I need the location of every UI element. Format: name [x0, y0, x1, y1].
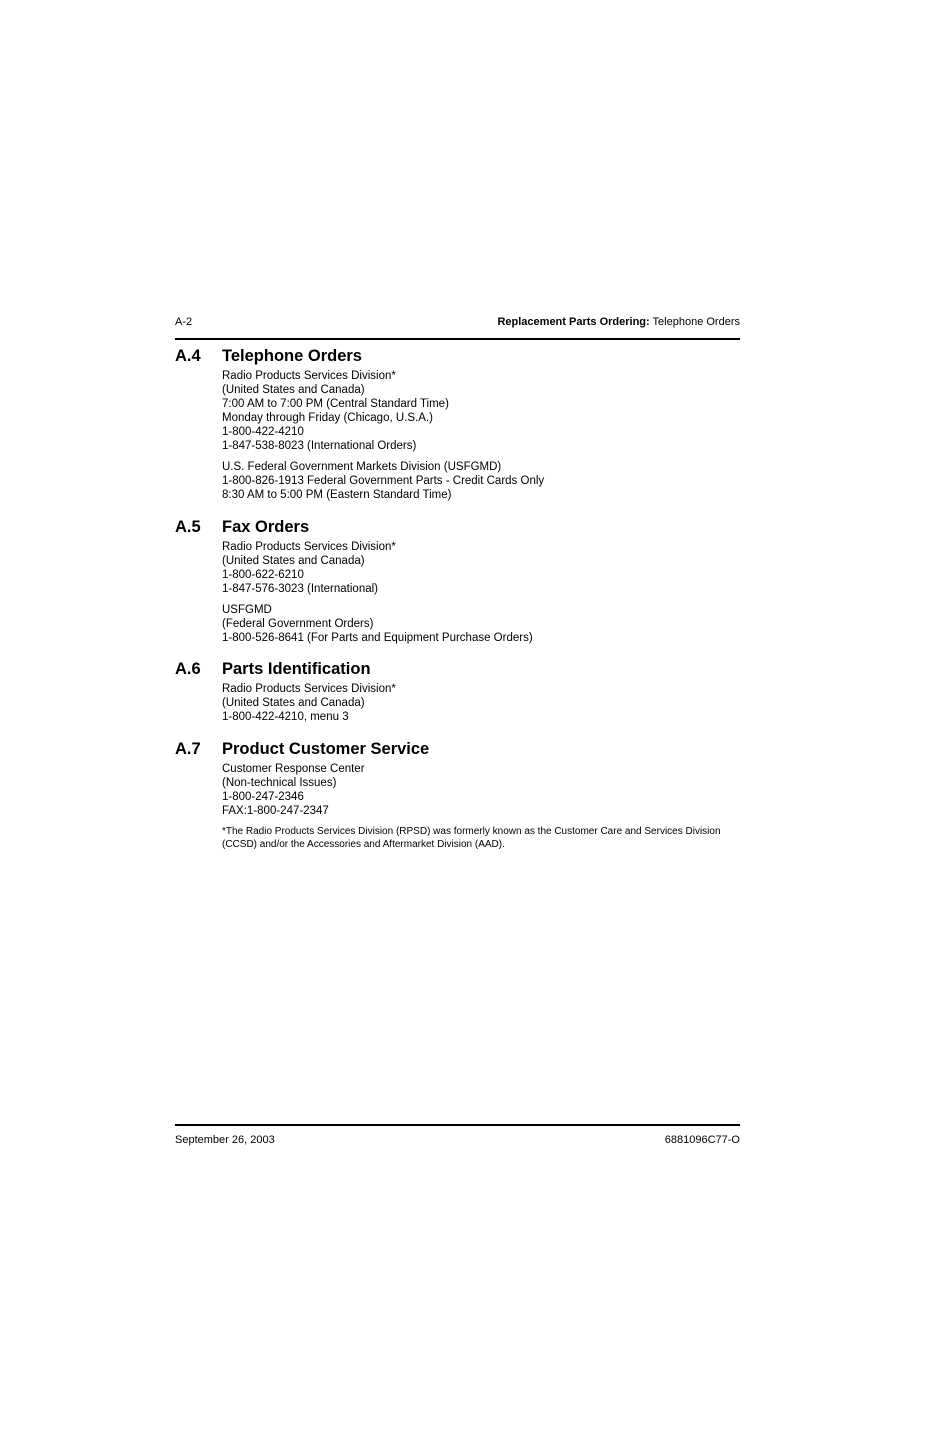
section-number: A.6	[175, 660, 201, 678]
contact-block	[222, 762, 740, 818]
contact-line: 1-800-422-4210	[222, 426, 304, 438]
contact-line: 8:30 AM to 5:00 PM (Eastern Standard Time)	[222, 489, 452, 501]
section-heading	[175, 347, 740, 369]
contact-block	[222, 603, 740, 645]
contact-line: (United States and Canada)	[222, 384, 365, 396]
contact-block	[222, 540, 740, 596]
footnote: *The Radio Products Services Division (RPSD) was formerly known as the Customer Care and Services Division (CCSD) and/or the Accessories and Aftermarket Division (AAD).	[222, 826, 721, 850]
section-title: Parts Identification	[222, 660, 371, 678]
section-heading	[175, 518, 740, 540]
contact-line: USFGMD	[222, 604, 272, 616]
running-title-section: Telephone Orders	[649, 316, 740, 328]
section-title: Telephone Orders	[222, 347, 362, 365]
contact-line: 1-800-247-2346	[222, 791, 304, 803]
contact-line: Radio Products Services Division*	[222, 541, 396, 553]
contact-line: 1-800-526-8641 (For Parts and Equipment Purchase Orders)	[222, 632, 533, 644]
page-number: A-2	[175, 316, 193, 328]
page-header	[175, 316, 740, 340]
section-title: Product Customer Service	[222, 740, 430, 758]
section-number: A.4	[175, 347, 201, 365]
section-parts-identification	[175, 660, 740, 724]
running-title	[497, 316, 740, 328]
contact-line: U.S. Federal Government Markets Division (USFGMD)	[222, 461, 502, 473]
contact-line: 1-800-622-6210	[222, 569, 304, 581]
contact-line: (United States and Canada)	[222, 697, 365, 709]
contact-line: Radio Products Services Division*	[222, 370, 396, 382]
contact-line: Monday through Friday (Chicago, U.S.A.)	[222, 412, 433, 424]
page-footer	[175, 1124, 740, 1150]
contact-line: 1-800-422-4210, menu 3	[222, 711, 349, 723]
publication-date: September 26, 2003	[175, 1134, 275, 1146]
section-number: A.7	[175, 740, 201, 758]
contact-line: Radio Products Services Division*	[222, 683, 396, 695]
section-product-customer-service	[175, 740, 740, 851]
contact-block	[222, 682, 740, 724]
section-heading	[175, 740, 740, 762]
section-title: Fax Orders	[222, 518, 310, 536]
contact-line: 7:00 AM to 7:00 PM (Central Standard Time)	[222, 398, 449, 410]
contact-block	[222, 460, 740, 502]
contact-line: 1-800-826-1913 Federal Government Parts - Credit Cards Only	[222, 475, 545, 487]
document-number: 6881096C77-O	[664, 1134, 740, 1146]
contact-line: 1-847-576-3023 (International)	[222, 583, 378, 595]
contact-line: FAX:1-800-247-2347	[222, 805, 329, 817]
contact-line: (Non-technical Issues)	[222, 777, 337, 789]
contact-line: (United States and Canada)	[222, 555, 365, 567]
contact-line: (Federal Government Orders)	[222, 618, 374, 630]
contact-line: Customer Response Center	[222, 763, 365, 775]
running-title-chapter: Replacement Parts Ordering:	[497, 316, 650, 328]
contact-line: 1-847-538-8023 (International Orders)	[222, 440, 417, 452]
section-telephone-orders	[175, 347, 740, 502]
section-heading	[175, 660, 740, 682]
section-fax-orders	[175, 518, 740, 645]
section-number: A.5	[175, 518, 201, 536]
contact-block	[222, 369, 740, 453]
